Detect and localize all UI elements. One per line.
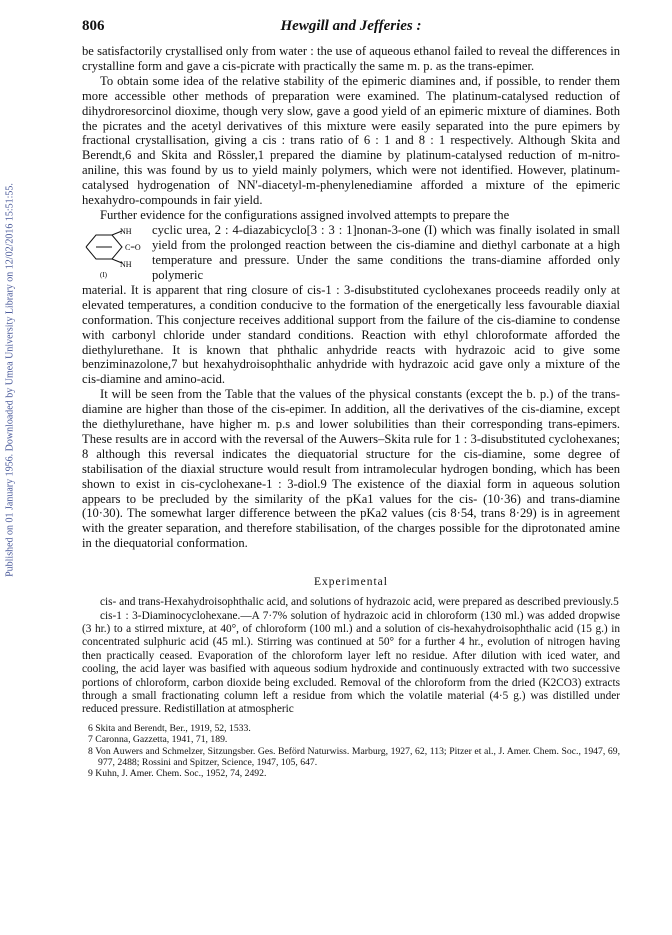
bicyclic-urea-structure [82, 225, 146, 279]
experimental-paragraph-1: cis- and trans-Hexahydroisophthalic acid, and solutions of hydrazoic acid, were prepared as described previously.5 [100, 596, 619, 609]
paragraph-1: be satisfactorily crystallised only from water : the use of aqueous ethanol failed to reveal the differences in crystalline form and gave a cis-picrate with practically the same m. p. as the trans-epimer. [82, 44, 620, 73]
paragraph-2: To obtain some idea of the relative stability of the epimeric diamines and, if possible, to render them more accessible other methods of preparation were examined. The platinum-catalysed reduction of dihydroresorcinol dioxime, though very slow, gave a good yield of an epimeric mixture of diamines. Both the picrates and the acetyl derivatives of this mixture were easily separated into the pure epimers by fractional crystallisation, giving a cis : trans ratio of 6 : 1 and 8 : 1 respectively. Although Skita and Berendt,6 and Skita and Rössler,1 prepared the diamine by platinum-catalysed reduction of m-nitro-aniline, this was found by us to yield mainly polymers, which were not identified. However, platinum-catalysed hydrogenation of NN'-diacetyl-m-phenylenediamine afforded a mixture of the epimeric hexahydro-compounds in fair yield. [82, 73, 620, 208]
carbonyl-label: C=O [125, 242, 141, 252]
paragraph-3-figure-text: cyclic urea, 2 : 4-diazabicyclo[3 : 3 : 1]nonan-3-one (I) which was finally isolated in small yield from the prolonged reaction between the cis-diamine and diethyl carbonate at a high temperature and pressure. Under the same conditions the trans-diamine afforded only polymeric [152, 222, 620, 282]
footnote-8: 8 Von Auwers and Schmelzer, Sitzungsber. Ges. Beförd Naturwiss. Marburg, 1927, 62, 113; Pitzer et al., J. Amer. Chem. Soc., 1947, 69, 977, 2488; Rossini and Spitzer, Science, 1947, 105, 647. [88, 745, 620, 768]
compound-label: (I) [100, 270, 107, 279]
structure-figure-block [82, 223, 620, 283]
footnote-7: 7 Caronna, Gazzetta, 1941, 71, 189. [88, 734, 228, 746]
experimental-heading: Experimental [314, 576, 388, 589]
nh-bottom-label: NH [120, 259, 132, 269]
footnote-9: 9 Kuhn, J. Amer. Chem. Soc., 1952, 74, 2492. [88, 768, 267, 780]
body-text [82, 44, 620, 780]
paragraph-3-lead: Further evidence for the configurations assigned involved attempts to prepare the [100, 207, 510, 222]
page-number: 806 [82, 18, 105, 34]
running-head: Hewgill and Jefferies : [280, 18, 422, 34]
footnotes [82, 723, 620, 780]
experimental-paragraph-2: cis-1 : 3-Diaminocyclohexane.—A 7·7% solution of hydrazoic acid in chloroform (130 ml.) was added dropwise (3 hr.) to a stirred mixture, at 40°, of chloroform (100 ml.) and a solution of cis-hexahydroisophthalic acid (15 g.) in concentrated sulphuric acid (45 ml.). Stirring was continued at 50° for a further 4 hr., evolution of nitrogen having then practically ceased. Evaporation of the chloroform layer left no residue. After dilution with iced water, and cooling, the acid layer was basified with aqueous sodium hydroxide and continuously extracted with two successive portions of chloroform, carbon dioxide being excluded. Removal of the chloroform from the dried (K2CO3) extracts through a small fractionating column left a residue from which the volatile material (4·5 g.) was distilled under reduced pressure. Redistillation at atmospheric [82, 609, 620, 716]
experimental-section [82, 596, 620, 717]
provenance-text: Published on 01 January 1956. Downloaded by Umea University Library on 12/02/2016 15:51:55. [4, 183, 16, 577]
footnote-6: 6 Skita and Berendt, Ber., 1919, 52, 1533. [88, 722, 251, 734]
paragraph-3-rest: material. It is apparent that ring closure of cis-1 : 3-disubstituted cyclohexanes proceeds readily only at elevated temperatures, a condition conducive to the formation of the energetically less favourable diaxial conformation. This conjecture receives additional support from the failure of the cis-diamine to condense with carbonyl chloride under standard conditions. Reaction with ethyl chloroformate afforded the diethylurethane. It is known that phthalic anhydride reacts with hydrazoic acid to give some benziminazolone,7 but hexahydroisophthalic anhydride with hydrazoic acid gave only a mixture of the cis-diamine and amino-acid. [82, 282, 620, 387]
structure-adjacent-text [152, 223, 620, 283]
page-header [82, 18, 620, 38]
provenance-sidebar [2, 140, 18, 620]
paragraph-4: It will be seen from the Table that the values of the physical constants (except the b. p.) of the trans-diamine are higher than those of the cis-epimer. In addition, all the derivatives of the cis-diamine, except the diethylurethane, have higher m. p.s and lower solubilities than their corresponding trans-epimers. These results are in accord with the reversal of the Auwers–Skita rule for 1 : 3-disubstituted cyclohexanes; 8 although this reversal indicates the diequatorial structure for the cis-diamine, some degree of stabilisation of the diaxial structure would result from intramolecular hydrogen bonding, which has been shown to exist in cis-cyclohexane-1 : 3-diol.9 The existence of the diaxial form in aqueous solution appears to be precluded by the similarity of the pKa1 values for the cis- (10·36) and trans-diamine (10·30). The somewhat larger difference between the pKa2 values (cis 8·54, trans 8·29) is in agreement with the greater separation, and therefore stabilisation, of the charges possible for the diprotonated amine in the diequatorial conformation. [82, 387, 620, 551]
nh-top-label: NH [120, 226, 132, 236]
